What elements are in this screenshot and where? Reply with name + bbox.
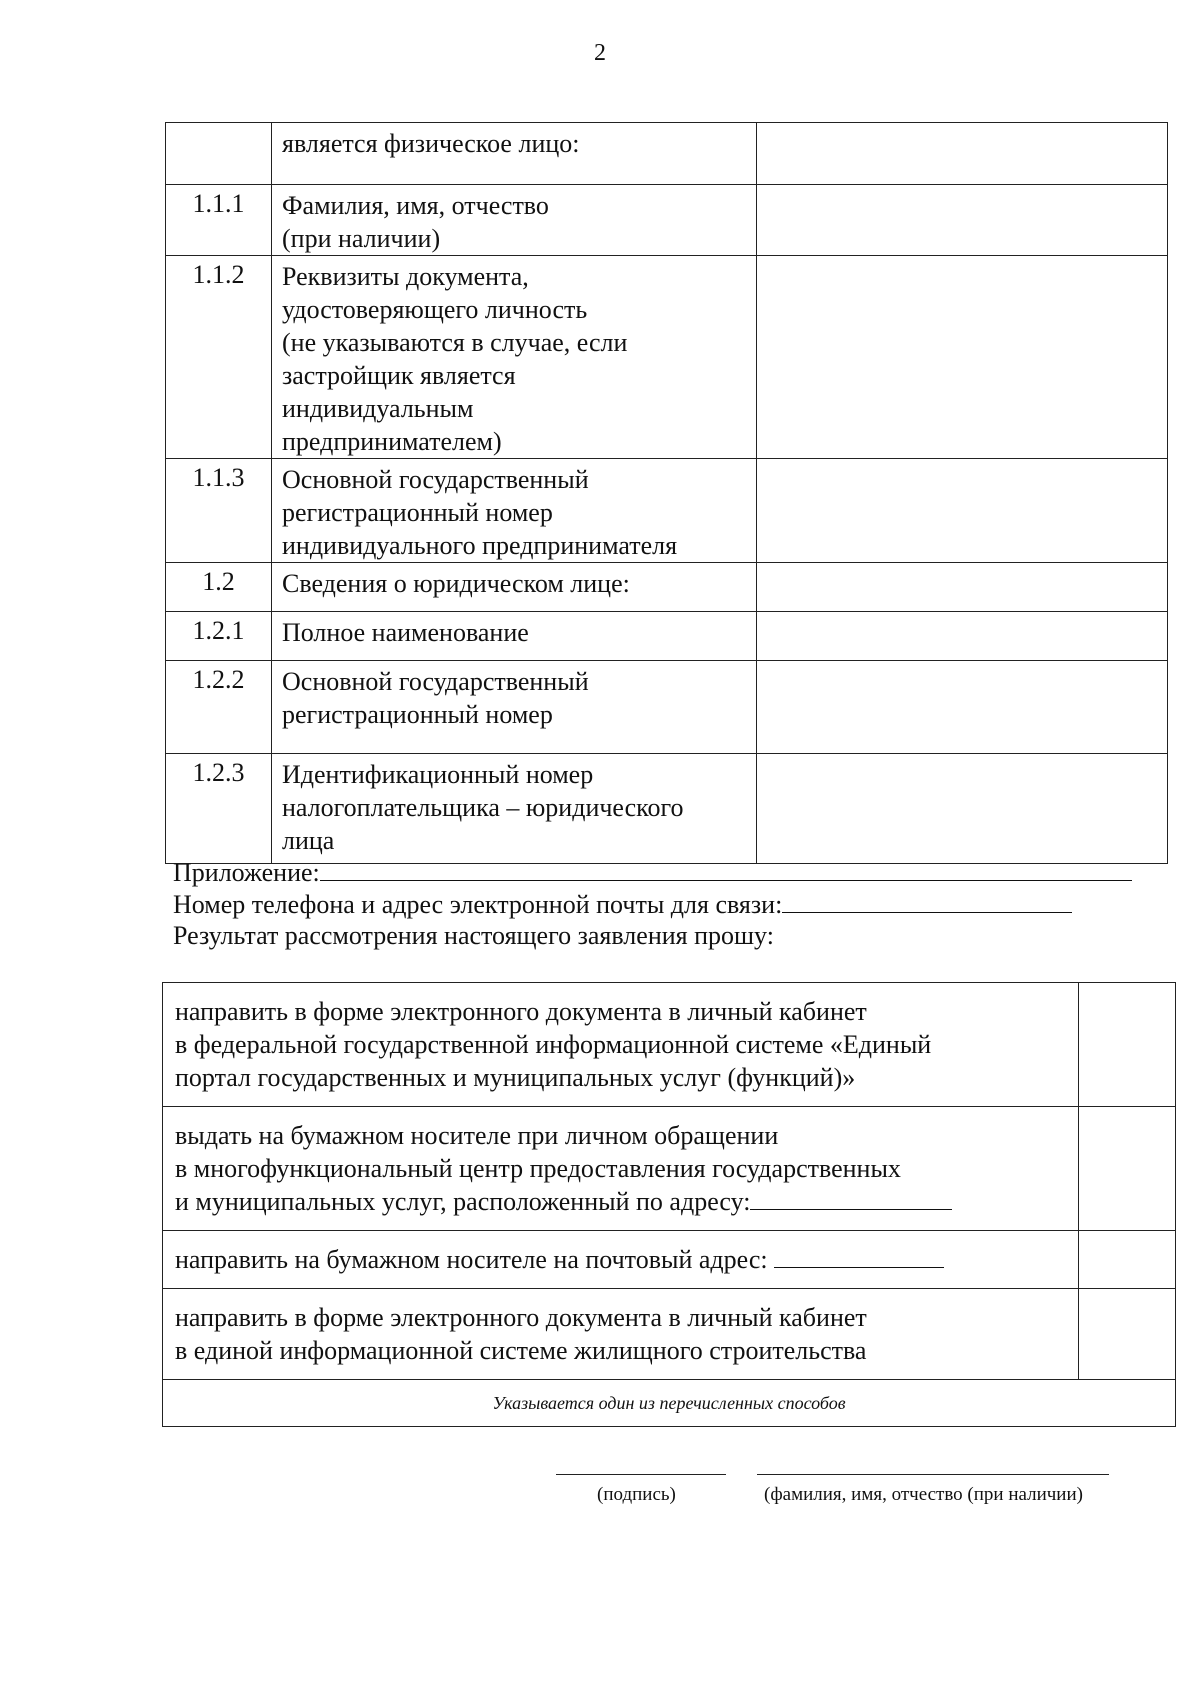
row-number: 1.1.2 (166, 256, 272, 459)
appendix-line (173, 856, 1132, 889)
table-row (166, 661, 1168, 754)
option-text: направить на бумажном носителе на почтовый адрес: (163, 1231, 1079, 1289)
value-cell[interactable] (757, 563, 1168, 612)
appendix-field[interactable] (320, 856, 1132, 881)
applicant-details-table (165, 122, 1168, 864)
option-row (163, 983, 1176, 1107)
contact-field[interactable] (782, 888, 1072, 913)
option-checkbox[interactable] (1079, 1289, 1176, 1380)
row-number: 1.1.3 (166, 459, 272, 563)
row-label: Основной государственный регистрационный номер (272, 661, 757, 754)
row-label: Полное наименование (272, 612, 757, 661)
result-options-table (162, 982, 1176, 1427)
option-checkbox[interactable] (1079, 983, 1176, 1107)
option-row (163, 1289, 1176, 1380)
row-label: Фамилия, имя, отчество (при наличии) (272, 185, 757, 256)
row-number: 1.2.3 (166, 754, 272, 864)
option-checkbox[interactable] (1079, 1231, 1176, 1289)
value-cell[interactable] (757, 123, 1168, 185)
contact-line (173, 888, 1072, 921)
contact-label: Номер телефона и адрес электронной почты для связи: (173, 890, 783, 919)
value-cell[interactable] (757, 612, 1168, 661)
table-row (166, 185, 1168, 256)
address-field[interactable] (750, 1185, 952, 1210)
row-label: Идентификационный номер налогоплательщика – юридического лица (272, 754, 757, 864)
table-row (166, 754, 1168, 864)
table-row (166, 123, 1168, 185)
row-number (166, 123, 272, 185)
note-row (163, 1380, 1176, 1427)
signature-line[interactable] (556, 1474, 726, 1475)
row-label: является физическое лицо: (272, 123, 757, 185)
full-name-line[interactable] (757, 1474, 1109, 1475)
option-row (163, 1231, 1176, 1289)
value-cell[interactable] (757, 754, 1168, 864)
table-row (166, 256, 1168, 459)
table-row (166, 459, 1168, 563)
option-text: направить в форме электронного документа в личный кабинет в федеральной государственной информационной системе «Единый портал государственных и муниципальных услуг (функций)» (163, 983, 1079, 1107)
result-label: Результат рассмотрения настоящего заявления прошу: (173, 921, 774, 950)
row-label: Сведения о юридическом лице: (272, 563, 757, 612)
option-checkbox[interactable] (1079, 1107, 1176, 1231)
signature-caption: (подпись) (597, 1484, 676, 1505)
page-number: 2 (594, 40, 606, 66)
options-note: Указывается один из перечисленных способов (163, 1380, 1176, 1427)
row-number: 1.2.2 (166, 661, 272, 754)
row-label: Основной государственный регистрационный номер индивидуального предпринимателя (272, 459, 757, 563)
table-row (166, 612, 1168, 661)
table-row (166, 563, 1168, 612)
row-number: 1.2 (166, 563, 272, 612)
full-name-caption: (фамилия, имя, отчество (при наличии) (764, 1484, 1083, 1505)
row-number: 1.1.1 (166, 185, 272, 256)
row-number: 1.2.1 (166, 612, 272, 661)
value-cell[interactable] (757, 256, 1168, 459)
postal-address-field[interactable] (774, 1243, 944, 1268)
value-cell[interactable] (757, 661, 1168, 754)
option-row (163, 1107, 1176, 1231)
appendix-label: Приложение: (173, 858, 320, 887)
option-text: направить в форме электронного документа в личный кабинет в единой информационной системе жилищного строительства (163, 1289, 1079, 1380)
value-cell[interactable] (757, 459, 1168, 563)
row-label: Реквизиты документа, удостоверяющего личность (не указываются в случае, если застройщик является индивидуальным предпринимателем) (272, 256, 757, 459)
option-text: выдать на бумажном носителе при личном обращении в многофункциональный центр предоставления государственных и муниципальных услуг, расположенный по адресу: (163, 1107, 1079, 1231)
value-cell[interactable] (757, 185, 1168, 256)
